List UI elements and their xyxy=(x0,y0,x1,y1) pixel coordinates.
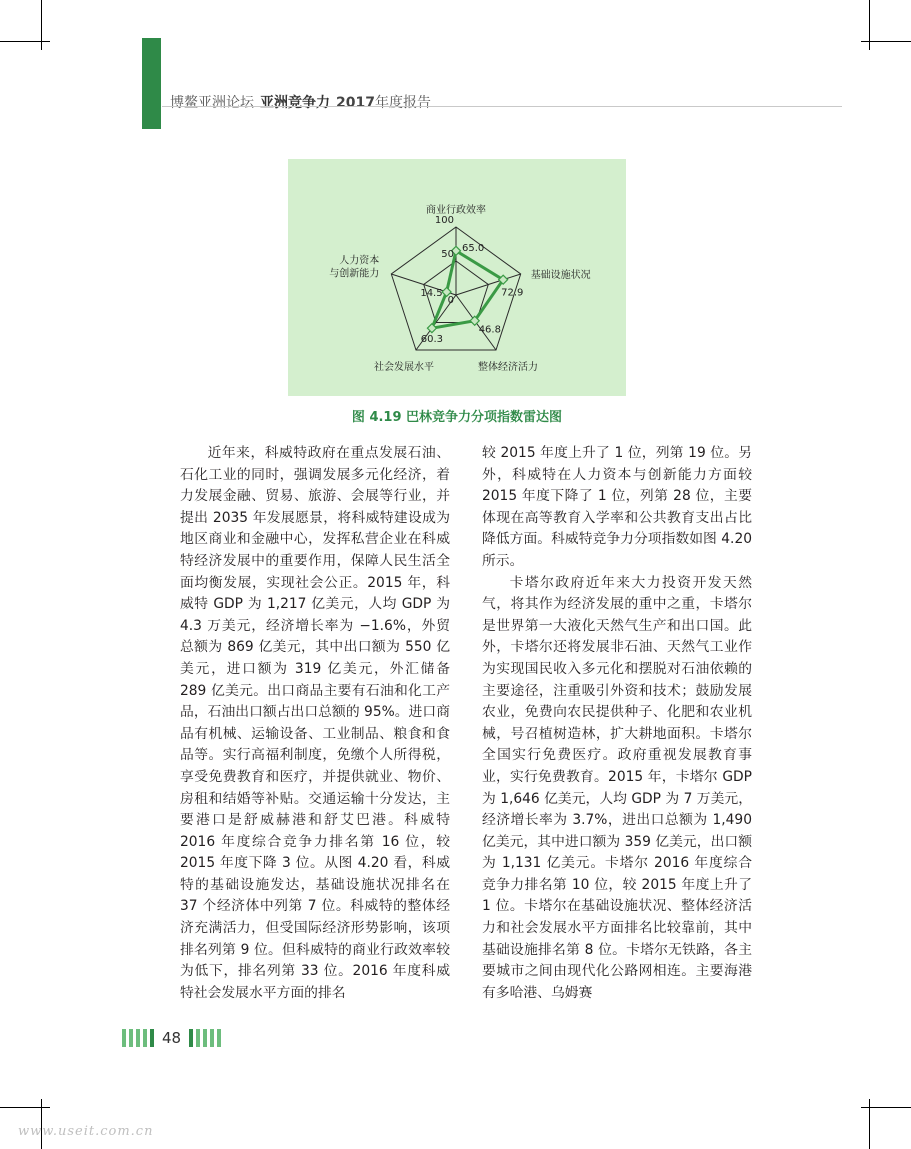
running-header xyxy=(170,92,431,112)
radar-value-label: 46.8 xyxy=(478,324,501,336)
footer-bars-left xyxy=(122,1029,154,1047)
radar-axis-label: 整体经济活力 xyxy=(478,362,538,373)
right-paragraph-2: 卡塔尔政府近年来大力投资开发天然气，将其作为经济发展的重中之重，卡塔尔是世界第一大液化天然气生产和出口国。此外，卡塔尔还将发展非石油、天然气工业作为实现国民收入多元化和摆脱对石油依赖的主要途径，注重吸引外资和技术；鼓励发展农业，免费向农民提供种子、化肥和农业机械，号召植树造林，扩大耕地面积。卡塔尔全国实行免费医疗。政府重视发展教育事业，实行免费教育。2015 年，卡塔尔 GDP 为 1,646 亿美元，人均 GDP 为 7 万美元，经济增长率为 3.7%，进出口总额为 1,490 亿美元，其中进口额为 359 亿美元，出口额为 1,131 亿美元。卡塔尔 2016 年度综合竞争力排名第 10 位，较 2015 年度上升了 1 位。卡塔尔在基础设施状况、整体经济活力和社会发展水平方面排名比较靠前，其中基础设施排名第 8 位。卡塔尔无铁路，各主要城市之间由现代化公路网相连。主要海港有多哈港、乌姆赛 xyxy=(482,574,752,1001)
radar-value-label: 72.9 xyxy=(501,287,524,299)
radar-axis-label: 与创新能力 xyxy=(329,268,380,280)
radar-value-label: 60.3 xyxy=(420,334,444,346)
radar-axis-label: 社会发展水平 xyxy=(374,362,434,373)
header-accent-bar xyxy=(142,38,161,129)
radar-scale-label: 0 xyxy=(447,295,454,306)
left-column xyxy=(180,443,450,1004)
radar-chart-svg xyxy=(288,159,626,396)
footer-bars-right xyxy=(189,1029,221,1047)
figure-caption: 图 4.19 巴林竞争力分项指数雷达图 xyxy=(351,410,563,425)
crop-mark-bottom-left xyxy=(0,1089,60,1149)
radar-scale-label: 100 xyxy=(434,215,454,226)
watermark: www.useit.com.cn xyxy=(18,1124,154,1139)
crop-mark-top-right xyxy=(851,0,911,60)
radar-chart xyxy=(288,159,626,396)
header-rule xyxy=(162,106,842,107)
page-number: 48 xyxy=(162,1029,182,1047)
radar-value-label: 65.0 xyxy=(462,242,485,254)
header-year: 2017 xyxy=(336,95,375,111)
crop-mark-top-left xyxy=(0,0,60,60)
right-column xyxy=(482,443,752,1004)
radar-axis-label: 基础设施状况 xyxy=(530,270,591,281)
header-prefix: 博鳌亚洲论坛 xyxy=(170,95,254,111)
radar-point-3 xyxy=(427,324,436,333)
header-suffix: 年度报告 xyxy=(374,95,431,111)
crop-mark-bottom-right xyxy=(851,1089,911,1149)
radar-scale-label: 50 xyxy=(441,249,454,260)
page-footer xyxy=(122,1028,221,1048)
radar-value-label: 14.5 xyxy=(420,288,443,299)
radar-axis-label: 人力资本 xyxy=(339,255,380,267)
right-paragraph-1: 较 2015 年度上升了 1 位，列第 19 位。另外，科威特在人力资本与创新能力方面较 2015 年度下降了 1 位，列第 28 位，主要体现在高等教育入学率和公共教育支出占比降低方面。科威特竞争力分项指数如图 4.20 所示。 xyxy=(482,445,752,569)
radar-axis-label: 商业行政效率 xyxy=(426,205,486,216)
left-paragraph-1: 近年来，科威特政府在重点发展石油、石化工业的同时，强调发展多元化经济，着力发展金融、贸易、旅游、会展等行业，并提出 2035 年发展愿景，将科威特建设成为地区商业和金融中心，发挥私营企业在科威特经济发展中的重要作用，保障人民生活全面均衡发展，实现社会公正。2015 年，科威特 GDP 为 1,217 亿美元，人均 GDP 为 4.3 万美元，经济增长率为 −1.6%，外贸总额为 869 亿美元，其中出口额为 550 亿美元，进口额为 319 亿美元，外汇储备 289 亿美元。出口商品主要有石油和化工产品，石油出口额占出口总额的 95%。进口商品有机械、运输设备、工业制品、粮食和食品等。实行高福利制度，免缴个人所得税，享受免费教育和医疗，并提供就业、物价、房租和结婚等补贴。交通运输十分发达，主要港口是舒威赫港和舒艾巴港。科威特 2016 年度综合竞争力排名第 16 位，较 2015 年度下降 3 位。从图 4.20 看，科威特的基础设施发达，基础设施状况排名在 37 个经济体中列第 7 位。科威特的整体经济充满活力，但受国际经济形势影响，该项排名列第 9 位。但科威特的商业行政效率较为低下，排名列第 33 位。2016 年度科威特社会发展水平方面的排名 xyxy=(180,445,450,1001)
header-title: 亚洲竞争力 xyxy=(260,95,330,111)
